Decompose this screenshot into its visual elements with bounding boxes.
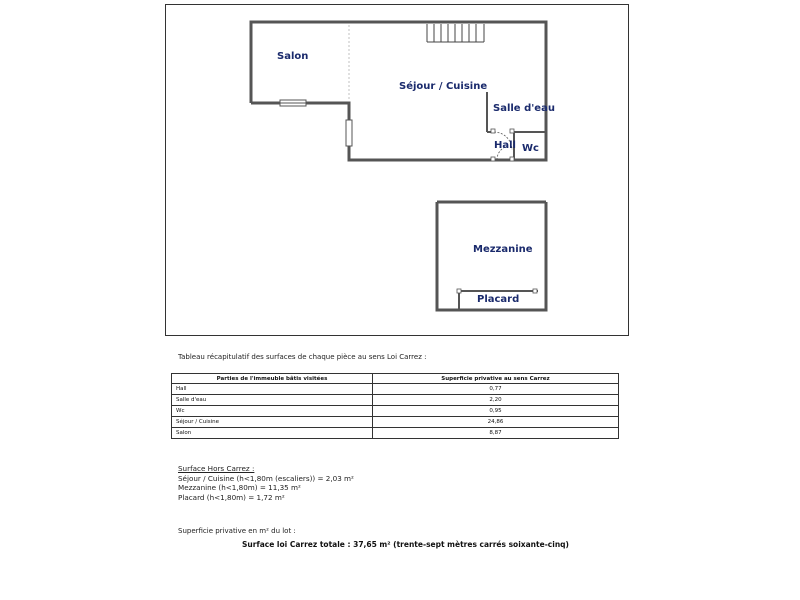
- table-row: [172, 417, 619, 428]
- label-hall: Hall: [494, 140, 516, 151]
- label-salle-eau: Salle d'eau: [493, 103, 555, 114]
- lot-label: Superficie privative en m² du lot :: [178, 527, 296, 535]
- label-placard: Placard: [477, 294, 520, 305]
- row-name: Salle d'eau: [172, 395, 373, 406]
- row-value: 0,77: [373, 384, 619, 395]
- table-row: [172, 406, 619, 417]
- window-salon: [280, 100, 306, 106]
- window-sejour: [346, 120, 352, 146]
- table-row: [172, 428, 619, 439]
- row-value: 2,20: [373, 395, 619, 406]
- label-salon: Salon: [277, 51, 309, 62]
- row-value: 8,87: [373, 428, 619, 439]
- table-intro-text: Tableau récapitulatif des surfaces de chaque pièce au sens Loi Carrez :: [178, 353, 427, 361]
- table-header-row: [172, 374, 619, 384]
- header-parties: Parties de l'immeuble bâtis visitées: [172, 374, 373, 384]
- staircase: [427, 24, 484, 42]
- label-mezzanine: Mezzanine: [473, 244, 533, 255]
- table-row: [172, 384, 619, 395]
- row-value: 24,86: [373, 417, 619, 428]
- hors-carrez-line: Placard (h<1,80m) = 1,72 m²: [178, 492, 285, 502]
- label-sejour-cuisine: Séjour / Cuisine: [399, 81, 488, 92]
- row-value: 0,95: [373, 406, 619, 417]
- hors-carrez-section: [178, 464, 354, 502]
- table-row: [172, 395, 619, 406]
- hors-carrez-line: Séjour / Cuisine (h<1,80m (escaliers)) = 2,03 m²: [178, 473, 354, 483]
- lot-total: Surface loi Carrez totale : 37,65 m² (trente-sept mètres carrés soixante-cinq): [242, 540, 569, 549]
- hors-carrez-title: Surface Hors Carrez :: [178, 464, 255, 473]
- row-name: Hall: [172, 384, 373, 395]
- row-name: Salon: [172, 428, 373, 439]
- hors-carrez-line: Mezzanine (h<1,80m) = 11,35 m²: [178, 483, 301, 492]
- surface-table: [171, 373, 619, 439]
- row-name: Wc: [172, 406, 373, 417]
- label-wc: Wc: [522, 143, 539, 154]
- header-superficie: Superficie privative au sens Carrez: [373, 374, 619, 384]
- row-name: Séjour / Cuisine: [172, 417, 373, 428]
